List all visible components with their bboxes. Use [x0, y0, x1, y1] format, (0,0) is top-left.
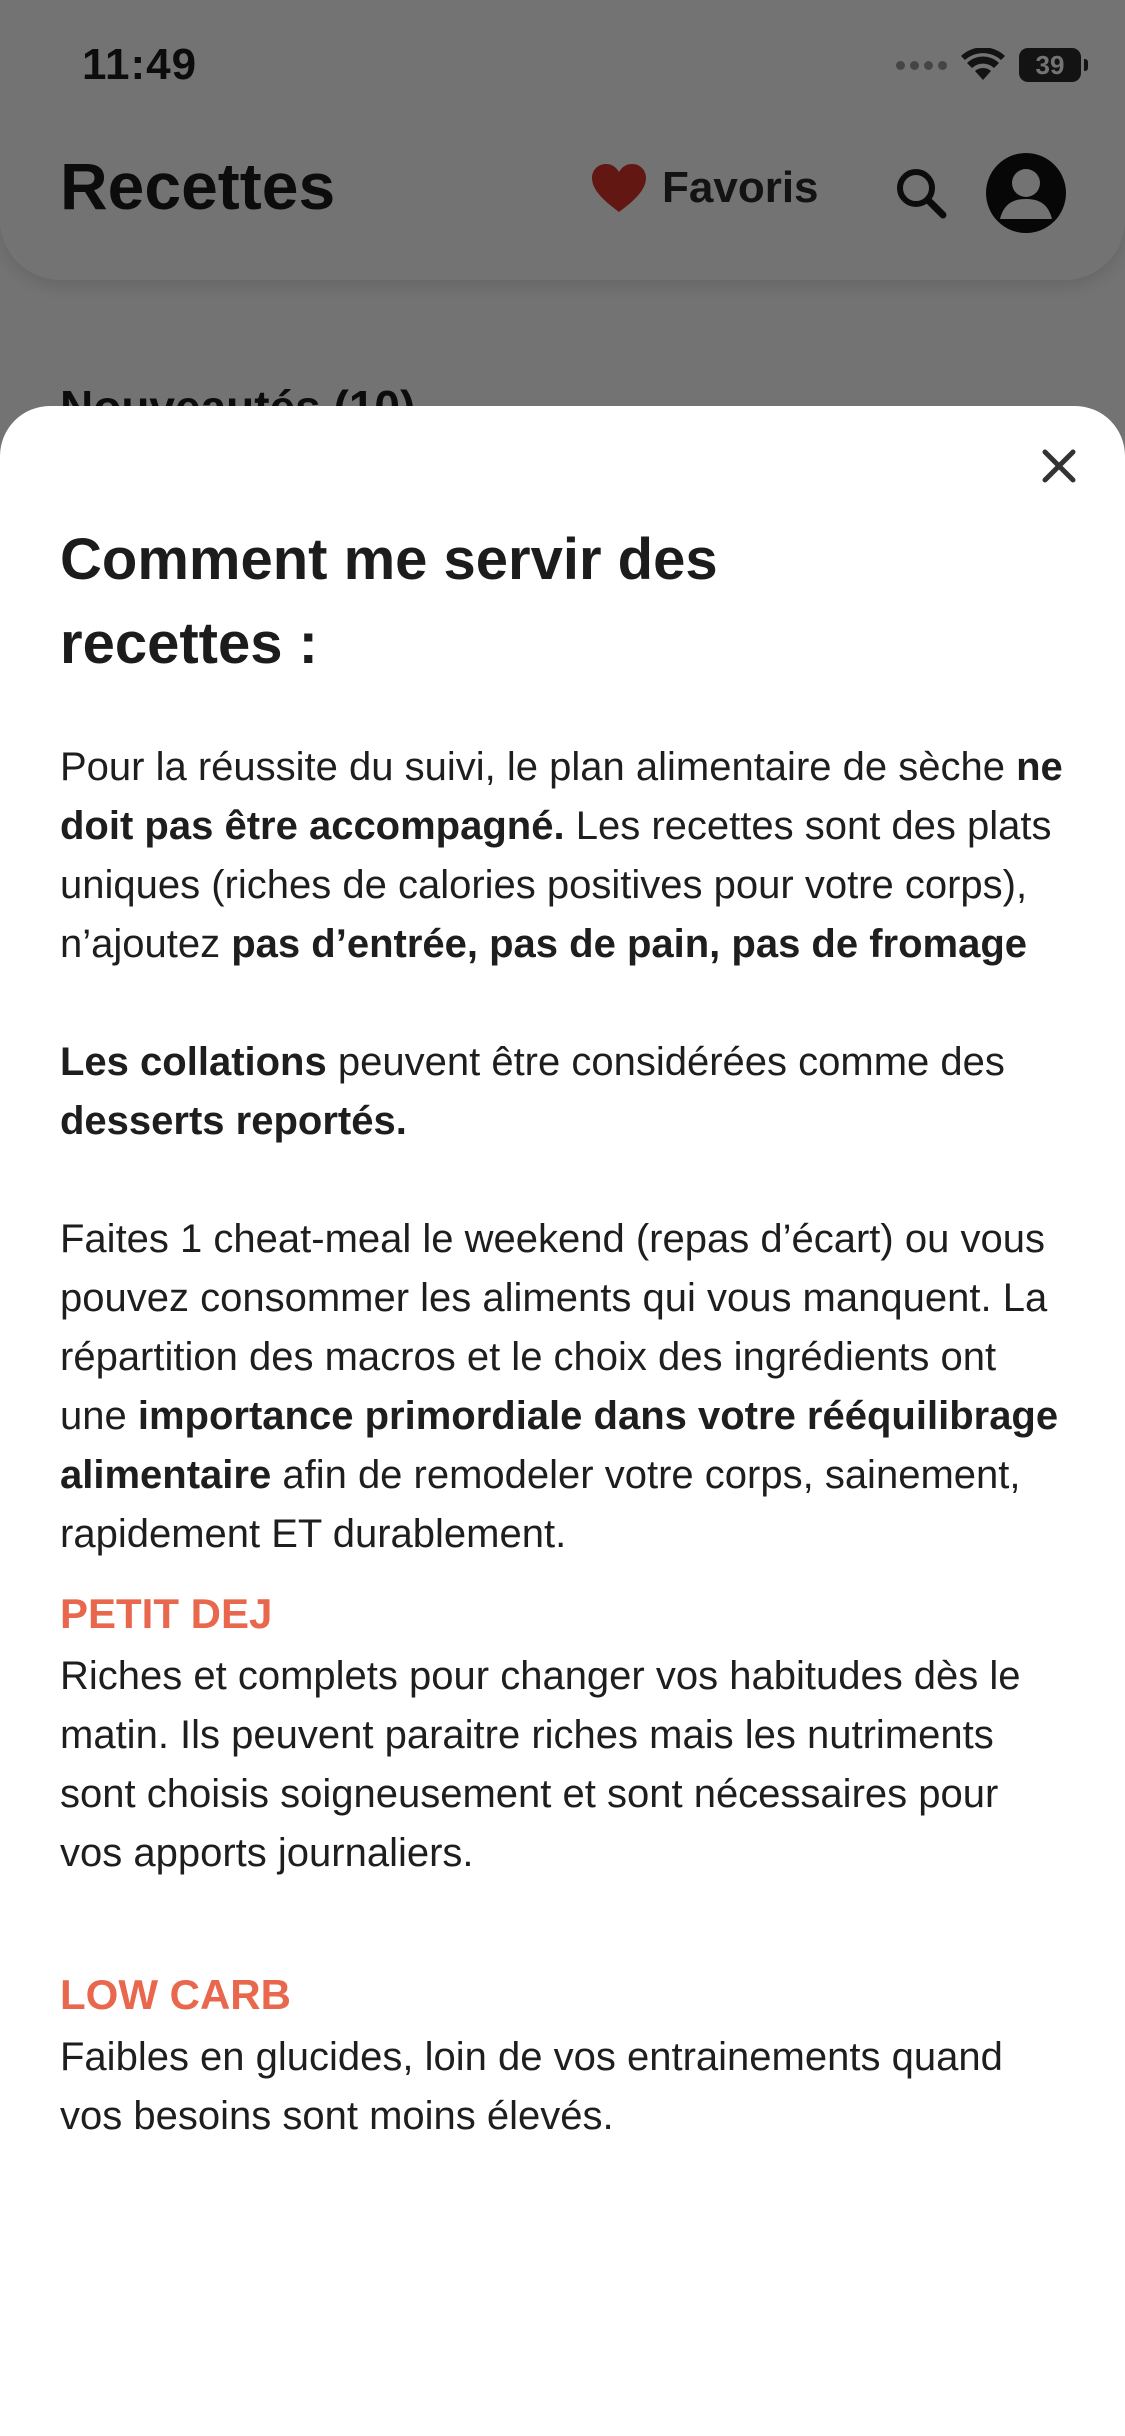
cheat-meal-text: Faites 1 cheat-meal le weekend (repas d’écart) ou vous pouvez consommer les aliments qui vous manquent. La répartition des macros et le choix des ingrédients ont une	[60, 1217, 1048, 1438]
sheet-content	[60, 738, 1070, 2146]
section-text-petit-dej: Riches et complets pour changer vos habitudes dès le matin. Ils peuvent paraitre riches mais les nutriments sont choisis soigneusement et sont nécessaires pour vos apports journaliers.	[60, 1654, 1021, 1875]
intro-paragraph	[60, 738, 1070, 974]
close-icon	[1042, 449, 1076, 483]
snacks-emphasis-2: desserts reportés.	[60, 1099, 407, 1143]
section-text-low-carb: Faibles en glucides, loin de vos entrainements quand vos besoins sont moins élevés.	[60, 2035, 1003, 2138]
close-button[interactable]	[1031, 438, 1087, 494]
cheat-meal-emphasis: importance primordiale dans votre rééquilibrage alimentaire	[60, 1394, 1059, 1497]
intro-emphasis: ne doit pas être accompagné.	[60, 745, 1063, 848]
section-heading-petit-dej: PETIT DEJ	[60, 1590, 273, 1637]
cheat-meal-paragraph	[60, 1210, 1070, 1564]
snacks-emphasis: Les collations	[60, 1040, 327, 1084]
intro-emphasis-2: pas d’entrée, pas de pain, pas de fromage	[231, 922, 1028, 966]
snacks-text: peuvent être considérées comme des	[326, 1040, 1005, 1084]
intro-text: Pour la réussite du suivi, le plan alimentaire de sèche	[60, 745, 1017, 789]
sheet-title: Comment me servir des recettes :	[60, 527, 718, 676]
snacks-paragraph	[60, 1033, 1070, 1151]
cheat-meal-text-2: afin de remodeler votre corps, sainement, rapidement ET durablement.	[60, 1453, 1021, 1556]
help-sheet	[0, 406, 1125, 2436]
intro-text-2: Les recettes sont des plats uniques (riches de calories positives pour votre corps), n’ajoutez	[60, 804, 1052, 966]
section-heading-low-carb: LOW CARB	[60, 1971, 291, 2018]
